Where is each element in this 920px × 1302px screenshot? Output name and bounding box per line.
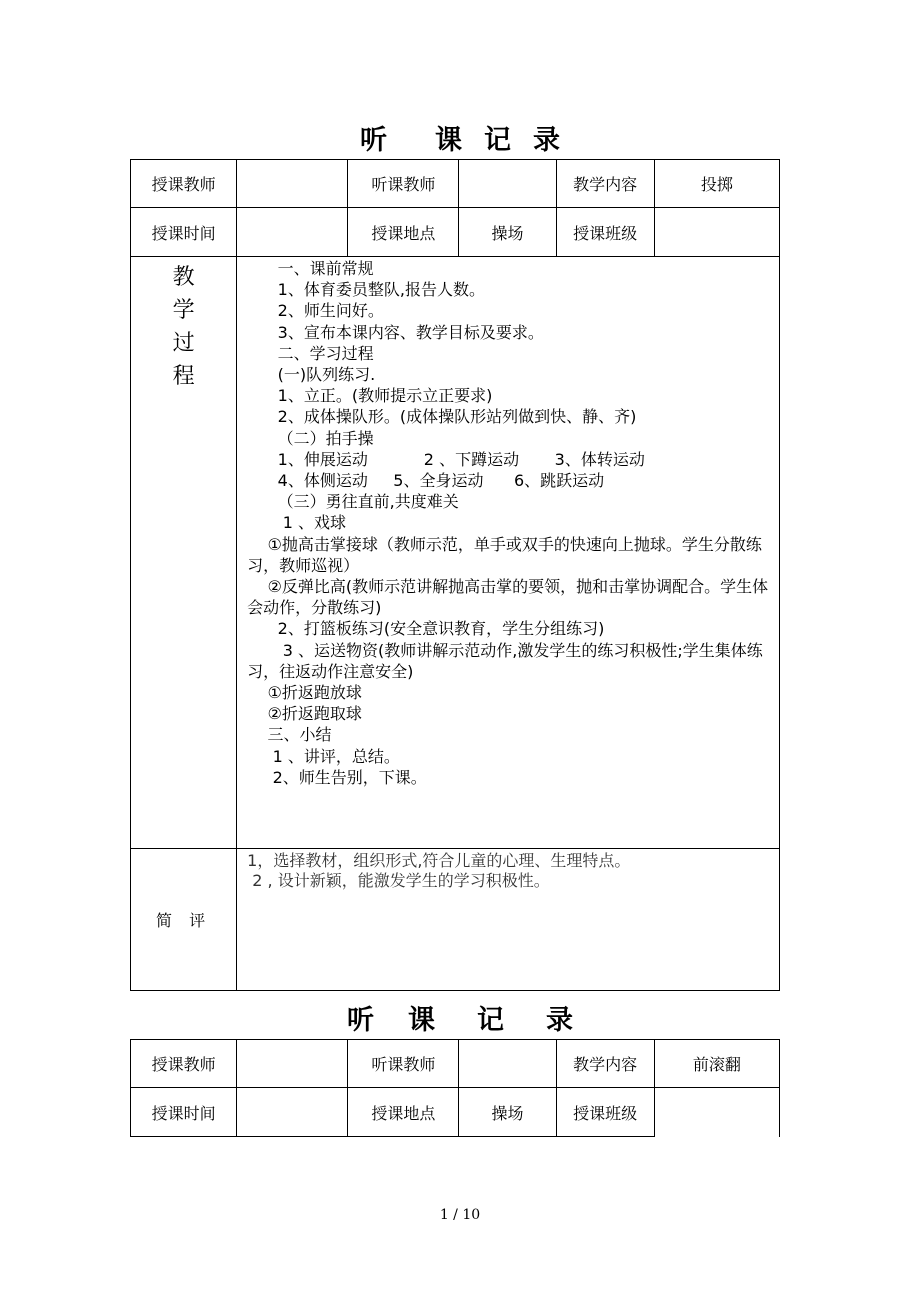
process-line: 1 、讲评，总结。 <box>247 746 400 766</box>
page-number: 1 / 10 <box>439 1207 481 1223</box>
eval-line: 2 , 设计新颖，能激发学生的学习积极性。 <box>247 871 550 890</box>
process-line: ①抛高击掌接球（教师示范，单手或双手的快速向上抛球。学生分散练习，教师巡视） <box>247 534 762 575</box>
process-line: 3、宣布本课内容、教学目标及要求。 <box>247 322 544 342</box>
process-line: 1、立正。(教师提示立正要求) <box>247 386 493 406</box>
title-char: 记 <box>484 125 511 156</box>
process-line: 1、体育委员整队,报告人数。 <box>247 280 485 300</box>
observer-value <box>459 160 556 208</box>
time-label: 授课时间 <box>131 208 237 257</box>
process-label <box>131 257 236 393</box>
process-line: 2、师生告别，下课。 <box>247 767 427 787</box>
record1-table <box>130 159 780 991</box>
teacher-label: 授课教师 <box>131 1040 237 1088</box>
eval-label: 简 评 <box>131 849 237 991</box>
process-line: 二、学习过程 <box>247 343 374 363</box>
process-label-char: 教 <box>172 265 195 290</box>
class-label: 授课班级 <box>556 1088 654 1137</box>
class-value <box>654 1088 779 1137</box>
place-value: 操场 <box>459 208 556 257</box>
class-label: 授课班级 <box>556 208 654 257</box>
process-label-char: 程 <box>172 364 195 389</box>
process-line: ②折返跑取球 <box>247 704 362 724</box>
process-line: 三、小结 <box>247 725 332 745</box>
process-line: 1 、戏球 <box>247 513 347 533</box>
content-label: 教学内容 <box>556 160 654 208</box>
teacher-label: 授课教师 <box>131 160 237 208</box>
process-label-cell <box>131 257 237 849</box>
process-line: 3 、运送物资(教师讲解示范动作,激发学生的练习积极性;学生集体练习，往返动作注意安全) <box>247 640 763 681</box>
title-char: 记 <box>477 1005 504 1036</box>
title-char: 听 <box>360 125 387 156</box>
class-value <box>654 208 779 257</box>
place-value: 操场 <box>459 1088 556 1137</box>
teacher-value <box>237 160 348 208</box>
process-line: （三）勇往直前,共度难关 <box>247 492 459 512</box>
record2-table <box>130 1039 780 1137</box>
record2-title <box>0 998 920 1037</box>
process-line: ①折返跑放球 <box>247 683 362 703</box>
process-line: ②反弹比高(教师示范讲解抛高击掌的要领，抛和击掌协调配合。学生体会动作，分散练习) <box>247 577 769 618</box>
teacher-value <box>237 1040 348 1088</box>
process-line: 2、成体操队形。(成体操队形站列做到快、静、齐) <box>247 407 637 427</box>
title-char: 录 <box>546 1005 573 1036</box>
process-label-char: 学 <box>172 298 195 323</box>
observer-label: 听课教师 <box>348 1040 459 1088</box>
process-content <box>237 257 780 849</box>
record1-title <box>0 118 920 157</box>
title-char: 录 <box>533 125 560 156</box>
process-label-char: 过 <box>172 331 195 356</box>
place-label: 授课地点 <box>348 208 459 257</box>
title-char: 课 <box>408 1005 435 1036</box>
content-label: 教学内容 <box>556 1040 654 1088</box>
observer-value <box>459 1040 556 1088</box>
title-char: 听 <box>347 1005 374 1036</box>
time-value <box>237 1088 348 1137</box>
process-line: 1、伸展运动 2 、下蹲运动 3、体转运动 <box>247 449 645 469</box>
process-line: （二）拍手操 <box>247 428 374 448</box>
process-line: 一、课前常规 <box>247 259 374 278</box>
process-line: 2、打篮板练习(安全意识教育，学生分组练习) <box>247 619 605 639</box>
observer-label: 听课教师 <box>348 160 459 208</box>
process-line: 4、体侧运动 5、全身运动 6、跳跃运动 <box>247 471 605 491</box>
time-label: 授课时间 <box>131 1088 237 1137</box>
time-value <box>237 208 348 257</box>
place-label: 授课地点 <box>348 1088 459 1137</box>
content-value: 投掷 <box>654 160 779 208</box>
content-value: 前滚翻 <box>654 1040 779 1088</box>
process-line: 2、师生问好。 <box>247 301 384 321</box>
process-line: (一)队列练习. <box>247 365 376 385</box>
eval-content <box>237 849 780 991</box>
title-char: 课 <box>435 125 462 156</box>
eval-line: 1，选择教材，组织形式,符合儿童的心理、生理特点。 <box>247 851 631 870</box>
